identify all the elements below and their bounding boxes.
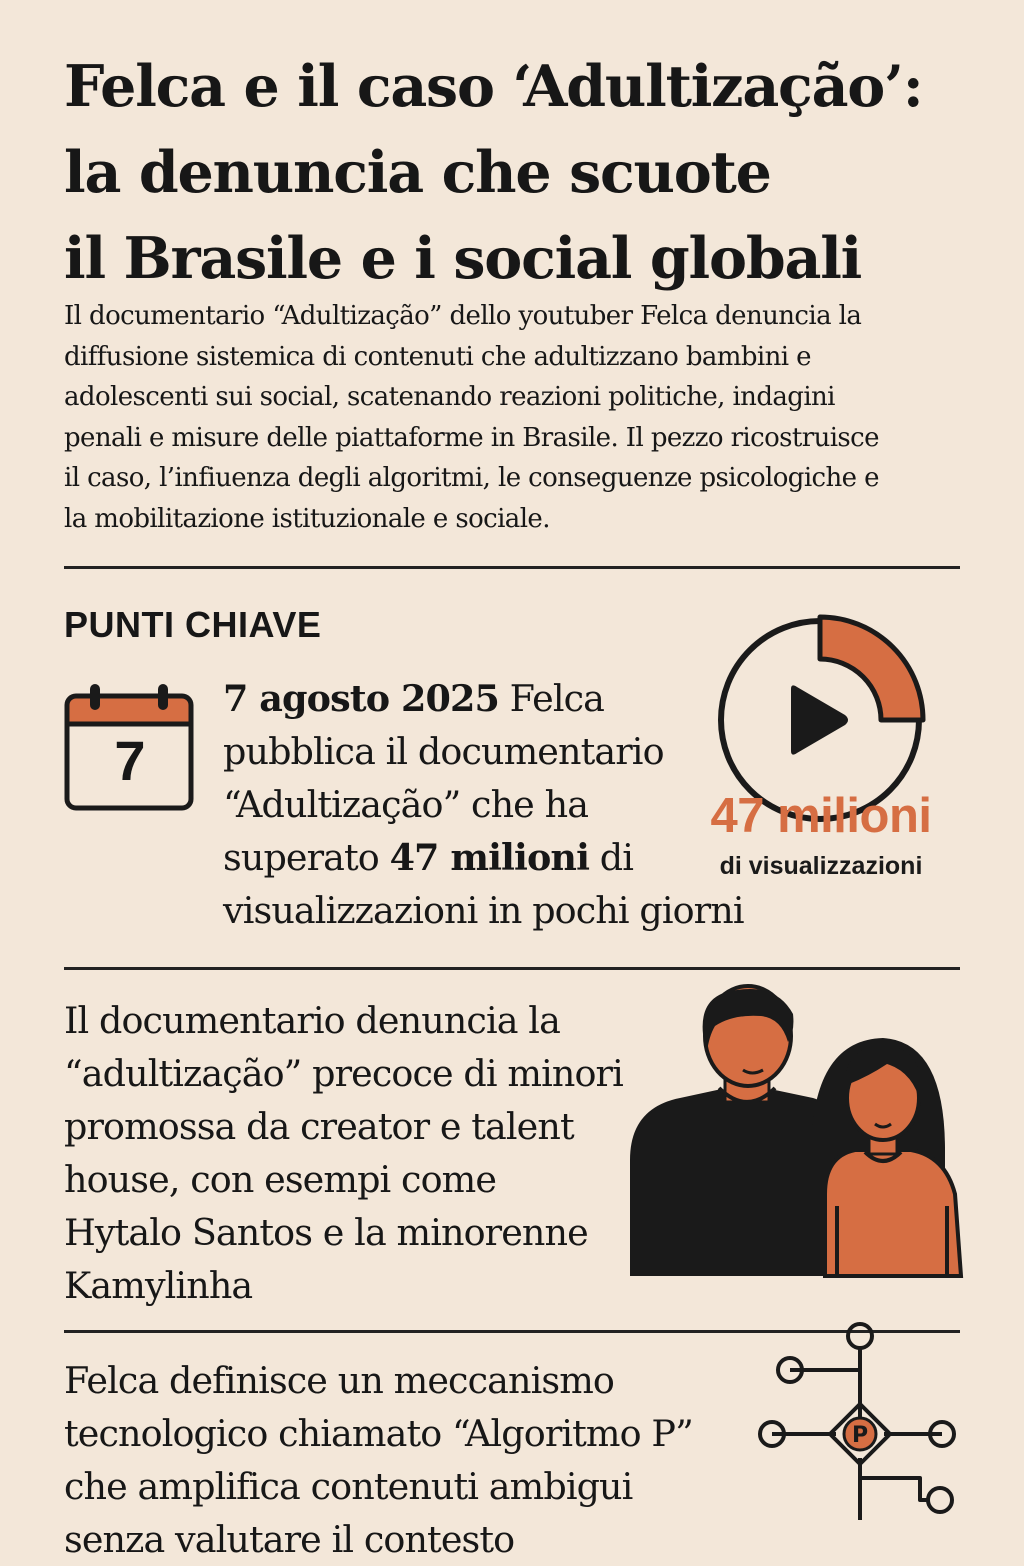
- article-lead: [64, 296, 964, 539]
- point-line: Felca definisce un meccanismo: [64, 1359, 614, 1402]
- section-label: PUNTI CHIAVE: [64, 604, 322, 645]
- views-stat-number: 47 milioni: [710, 789, 932, 843]
- point-line: Hytalo Santos e la minorenne: [64, 1211, 588, 1254]
- lead-line: diffusione sistemica di contenuti che adultizzano bambini e: [64, 341, 811, 372]
- point-line: che amplifica contenuti ambigui: [64, 1465, 633, 1508]
- lead-line: il caso, l’infiuenza degli algoritmi, le conseguenze psicologiche e: [64, 463, 879, 493]
- point-line: pubblica il documentario: [223, 730, 664, 773]
- lead-line: la mobilitazione istituzionale e sociale.: [64, 503, 550, 534]
- point-line: house, con esempi come: [64, 1158, 497, 1201]
- lead-line: Il documentario “Adultização” dello youtuber Felca denuncia la: [64, 301, 862, 331]
- lead-line: adolescenti sui social, scatenando reazioni politiche, indagini: [64, 382, 835, 412]
- point-line: 7 agosto 2025 Felca: [223, 677, 604, 720]
- algorithm-network-icon: [752, 1318, 972, 1533]
- divider: [64, 967, 960, 970]
- title-line: la denuncia che scuote: [64, 139, 771, 206]
- people-icon: [625, 980, 965, 1280]
- views-stat-caption: di visualizzazioni: [719, 852, 923, 880]
- point-date: 7 agosto 2025: [223, 677, 499, 720]
- key-point-2: [64, 994, 664, 1312]
- point-line: senza valutare il contesto: [64, 1518, 515, 1561]
- point-line: “Adultização” che ha: [223, 783, 589, 826]
- divider: [64, 566, 960, 569]
- calendar-day: 7: [114, 729, 146, 792]
- title-line: il Brasile e i social globali: [64, 225, 862, 292]
- article-title: [64, 44, 964, 302]
- point-line: promossa da creator e talent: [64, 1105, 574, 1148]
- point-line: Il documentario denuncia la: [64, 999, 560, 1042]
- key-point-3: [64, 1354, 764, 1566]
- point-line: superato 47 milioni di: [223, 836, 633, 879]
- point-line: visualizzazioni in pochi giorni: [223, 889, 744, 932]
- title-line: Felca e il caso ‘Adultização’:: [64, 53, 923, 120]
- point-line: tecnologico chiamato “Algoritmo P”: [64, 1412, 693, 1455]
- lead-line: penali e misure delle piattaforme in Brasile. Il pezzo ricostruisce: [64, 422, 879, 453]
- point-line: Kamylinha: [64, 1264, 253, 1307]
- point-line: “adultização” precoce di minori: [64, 1052, 623, 1095]
- key-point-1: [223, 672, 744, 937]
- views-highlight: 47 milioni: [389, 836, 590, 879]
- algorithm-node-label: P: [851, 1423, 869, 1448]
